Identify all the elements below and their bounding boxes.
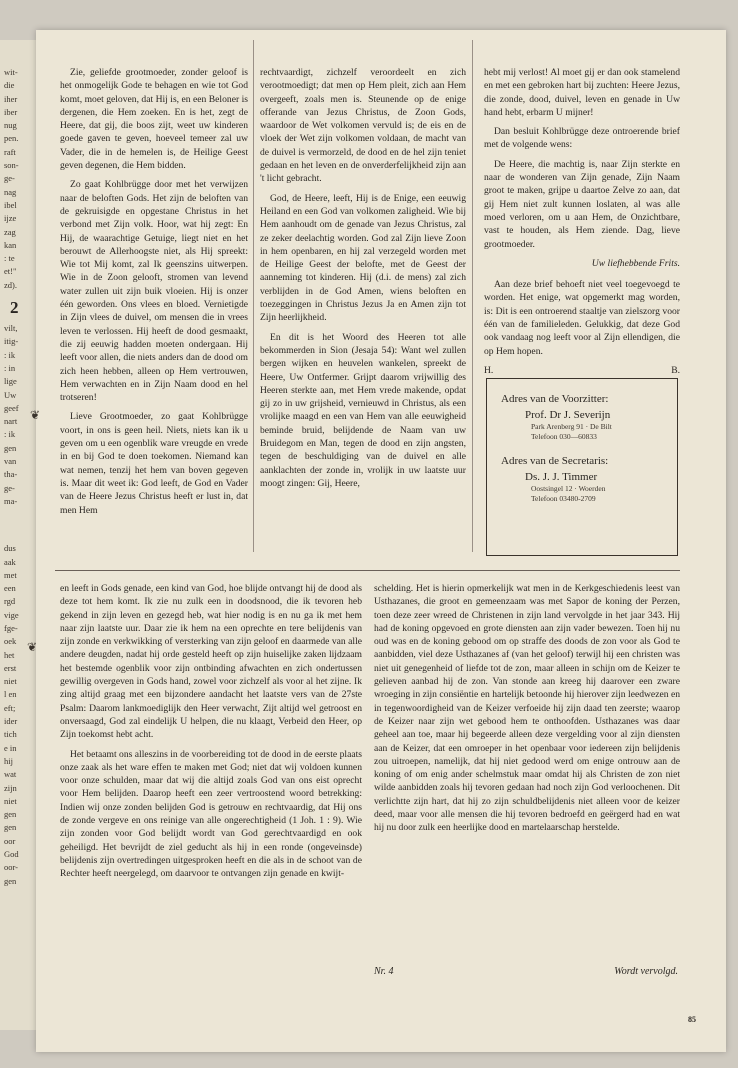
section-rule xyxy=(55,570,680,571)
previous-page-line: oor- xyxy=(4,862,18,873)
paragraph: rechtvaardigt, zichzelf veroordeelt en zich verootmoedigt; dat men op Hem pleit, zich aan Hem overgeeft, zoals men is. Steunende op de enige offerande van Jezus Christus, de Zoon Gods, waardoor de Wet volkomen vervuld is; de eis en de vloek der Wet zijn volkomen voldaan, de macht van de duivel is vermorzeld, de dood en de hel zijn teniet gedaan en het leven en de onverderfelijkheid zijn aan 't licht gebracht. xyxy=(260,67,466,185)
binding-ornament-icon: ❦ xyxy=(30,408,41,422)
closing-paragraph: hebt mij verlost! Al moet gij er dan ook stamelend en met een gebroken hart bij zuchten: Heere Jezus, die zonde, dood, duivel, leven en genade in Uw hand hebt, erbarm U mijner! xyxy=(484,67,680,118)
previous-page-line: niet xyxy=(4,676,17,687)
previous-page-line: : in xyxy=(4,362,16,373)
previous-page-line: niet xyxy=(4,795,17,806)
previous-page-line: zd). xyxy=(4,279,17,290)
previous-page-line: Uw xyxy=(4,389,17,400)
paragraph: schelding. Het is hierin opmerkelijk wat men in de Kerkgeschiedenis leest van Usthazanes, die groot en gemeenzaam was met Sapor de koning der Perzen, toen deze zeer wreed de Christenen in zijn land vervolgde in het jaar 343. Hij had de koning opgevoed en grote diensten aan zijn vader bewezen. Toen hij nu oud was en de koning gebood om op straffe des doods de zon voor als God te aanbidden, viel deze Usthazanes af (van het geloof) terwijl hij een christen was niet uit genegenheid of liefde tot de zon, maar alleen in schijn om de Keizer te gelieven aanbad hij de zon. Van stonde aan kreeg hij daarover een zware wroeging in zijn consiëntie en hartelijk betoonde hij hierover zijn leedwezen en in tegenwoordigheid van de Keizer verfoeide hij zijn daad ten zeerste; waarop de Keizer naar zijn wet gebood hem te onthoofden. Usthazanes was daar geheel aan toe, maar hij begeerde alleen deze vergelding voor al zijn diensten aan de Keizer, dat een omroeper in het openbaar voor iedereen zijn belijdenis zou uitroepen, namelijk, dat hij niet gedood werd om enige ontrouw aan de koning of om enig ander schelmstuk maar omdat hij als Christen de zon niet wilde aanbidden zoals hij tevoren gedaan had noch zijn God verloochenen. Dit verlichtte zijn hart, dat hij zo zijn schuldbelijdenis niet alleen voor de keizer deed, maar voor alle mensen die hij tevoren bedroefd en geërgerd had en wat hij nu door zulk een heerlijke dood en martelaarschap herstelde. xyxy=(374,583,680,834)
previous-page-line: vilt, xyxy=(4,323,18,334)
previous-page-line: ma- xyxy=(4,495,18,506)
previous-page-number: 2 xyxy=(10,298,19,318)
previous-page-line: aak xyxy=(4,556,16,567)
previous-page-line: oek xyxy=(4,636,17,647)
paragraph: Het betaamt ons alleszins in de voorbereiding tot de dood in de eerste plaats onze zaak als het ware effen te maken met God; niet dat wij voldoen kunnen voor onze schulden, maar dat wij die altijd zoals God van ons eist oprecht voor Hem belijden. Daarop heeft een zeer vertroostend woord betrekking: Indien wij onze zonden belijden God is getrouw en rechtvaardig, dat Hij ons de zonde vergeve en ons reinige van alle ongerechtigheid (1 Joh. 1 : 9). Wie zijn zonden voor God belijdt wordt van God gerechtvaardigd en ook geheiligd. Het bevrijdt de ziel geducht als hij in een ronde (ongeveinsde) belijdenis zijn overtredingen uitgesproken heeft en die als in de schoot van de Rechter heeft neergelegd, om daarvoor te ontvangen zijn genade en kwijt- xyxy=(60,748,362,880)
column-divider xyxy=(472,40,473,552)
previous-page-line: iher xyxy=(4,93,18,104)
secretary-name: Ds. J. J. Timmer xyxy=(525,471,598,483)
commentary-paragraph: Aan deze brief behoeft niet veel toegevoegd te worden. Het enige, wat opgemerkt mag worden, is: Dit is een ontroerend staaltje van zielszorg voor één van de familieleden. Gelukkig, dat deze God ook vandaag nog leeft voor al Zijn ellendigen, die op Hem hopen. xyxy=(484,279,680,357)
paragraph: God, de Heere, leeft, Hij is de Enige, een eeuwig Heiland en een God van volkomen zaligheid. Wie bij Hem aanhoudt om de genade van Jezus Christus, zal ze zeker deelachtig worden. God zal Zijn lieve Zoon in hem openbaren, en hij zal verzegeld worden met de Heilige Geest der belofte, met de Geest der aanneming tot kinderen. Hij (d.i. de mens) zal zich verblijden in de God Amen, wiens beloften en toezeggingen in Christus Jezus Ja en Amen zijn tot Zijn heerlijkheid. xyxy=(260,192,466,324)
previous-page-line: itig- xyxy=(4,336,19,347)
previous-page-lines-top xyxy=(0,66,40,292)
previous-page-line: son- xyxy=(4,160,19,171)
chair-name: Prof. Dr J. Severijn xyxy=(525,409,611,421)
previous-page-line: l en xyxy=(4,689,17,700)
previous-page-line: gen xyxy=(4,809,17,820)
previous-page-line: een xyxy=(4,583,16,594)
address-box xyxy=(486,378,678,556)
previous-page-line: hij xyxy=(4,755,13,766)
previous-page-line: raft xyxy=(4,146,16,157)
previous-page-line: nug xyxy=(4,120,17,131)
paragraph: Zo gaat Kohlbrügge door met het verwijzen naar de beloften Gods. Het zijn de beloften van de gekruisigde en opgestane Christus in het verbond met Zijn volk. Hoor, wat hij zegt: En Hij, de waarachtige Getuige, liegt niet en het berouwt de Allerhoogste niet, als Hij spreekt: Wie tot Mij komt, zal Ik geenszins uitwerpen. Wie in de Zoon gelooft, stromen van levend water zullen uit zijn buik vloeien. Hij is onzer één geworden. Ons vlees en bloed. Vernietigde in Zijn vlees de duivel, om mensen die in vrees leven te verlossen. Hij heeft de dood gesmaakt, die zij eeuwig hadden moeten ondergaan. Hij leeft voor allen, die niets anders dan de dood om zich heen hebben, alleen op Hem vertrouwen, Hem verwachten en in Zijn Naam dood en hel trotseren! xyxy=(60,179,248,404)
previous-page-lines-bottom xyxy=(0,542,40,888)
secretary-heading: Adres van de Secretaris: xyxy=(501,455,609,467)
previous-page-line: vige xyxy=(4,609,19,620)
previous-page-line: van xyxy=(4,456,17,467)
paragraph: Zie, geliefde grootmoeder, zonder geloof is het onmogelijk Gode te behagen en wie tot God komt, moet geloven, dat Hij is, en een Beloner is dergenen, die Hem zoeken. En is het, zegt de Heere, dat gij, die boos zijt, weet uw kinderen goede gaven te geven, hoeveel temeer zal uw Vader, die in de hemelen is, de Heilige Geest geven degenen, die Hem bidden. xyxy=(60,67,248,172)
previous-page-line: ijze xyxy=(4,213,17,224)
previous-page-line: gen xyxy=(4,822,17,833)
previous-page-line: ider xyxy=(4,716,18,727)
previous-page-line: dus xyxy=(4,543,16,554)
previous-page-line: lige xyxy=(4,376,17,387)
previous-page-line: pen. xyxy=(4,133,19,144)
previous-page-line: die xyxy=(4,80,15,91)
chair-phone: Telefoon 030—60833 xyxy=(531,432,597,441)
chair-street: Park Arenberg 91 · De Bilt xyxy=(531,422,612,431)
previous-page-line: : ik xyxy=(4,429,16,440)
previous-page-line: kan xyxy=(4,239,17,250)
column-divider xyxy=(253,40,254,552)
continued-label: Wordt vervolgd. xyxy=(614,966,678,977)
initial-left: H. xyxy=(484,364,494,376)
chair-heading: Adres van de Voorzitter: xyxy=(501,393,609,405)
previous-page-line: iber xyxy=(4,106,18,117)
article-column-2 xyxy=(260,66,466,496)
secretary-street: Oostsingel 12 · Woerden xyxy=(531,484,606,493)
previous-page-line: gen xyxy=(4,442,17,453)
previous-page-line: geef xyxy=(4,402,19,413)
previous-page-line: : te xyxy=(4,253,15,264)
wish-paragraph: De Heere, die machtig is, naar Zijn sterkte en naar de wonderen van Zijn genade, Zijn Naam groot te maken, grijpe u daartoe Zelve zo aan, dat gij Hem niet zult kunnen loslaten, al was alle moed verloren, om u aan Hem, de Onzichtbare, vast te houden, als Hem ziende. Dag, lieve grootmoeder. xyxy=(484,158,680,250)
paragraph: En dit is het Woord des Heeren tot alle bekommerden in Sion (Jesaja 54): Want wel zullen bergen wijken en heuvelen wankelen, spreekt de Heere, Uw Ontfermer. Grijpt daarom vrijwillig des Heeren sterkte aan, met Hem vrede makende, opdat gij zo in uw grijsheid, vernieuwd in Christus, als een vrolijke maagd en een van Hem van alle eeuwigheid beminde bruid, belijdende de Naam van uw Bruidegom en Man, tegen de dood en zijn angsten, tegen de beschuldiging van de duivel en alle aanklachten der zonde in, vrolijk in uw laatste uur moogt zingen: Gij, Heere, xyxy=(260,331,466,489)
article-column-3 xyxy=(484,66,680,377)
previous-page-line: God xyxy=(4,849,19,860)
previous-page-line: : ik xyxy=(4,349,16,360)
previous-page-line: fge- xyxy=(4,622,18,633)
previous-page-line: het xyxy=(4,649,15,660)
previous-page-line: gen xyxy=(4,875,17,886)
previous-page-line: e in xyxy=(4,742,17,753)
lower-column-right xyxy=(374,582,680,841)
author-initials xyxy=(484,364,680,377)
previous-page-line: ge- xyxy=(4,173,15,184)
previous-page-line: erst xyxy=(4,662,17,673)
letter-signature: Uw liefhebbende Frits. xyxy=(591,257,680,269)
page-number: 85 xyxy=(688,1015,696,1024)
previous-page-line: ge- xyxy=(4,482,15,493)
issue-label: Nr. 4 xyxy=(374,966,394,977)
previous-page-line: tha- xyxy=(4,469,18,480)
previous-page-line: wat xyxy=(4,769,17,780)
paragraph: Lieve Grootmoeder, zo gaat Kohlbrügge voort, in ons is geen heil. Niets, niets kan ik u geven om u een ogenblik ware vreugde en vrede in en bij God te doen toekomen. Niemand kan wat nemen, tenzij het hem van boven gegeven is. Maar dit weet ik: God leeft, de God en Vader van de Heere Jezus Christus heeft er lust in, dat men Hem xyxy=(60,411,248,516)
previous-page-line: eft; xyxy=(4,702,16,713)
previous-page-line: et!" xyxy=(4,266,17,277)
paragraph: en leeft in Gods genade, een kind van God, hoe blijde ontvangt hij de dood als deze tot hem komt. Ik zie nu zulk een in doodsnood, die ik tevoren heb gekend in zijn leven en gezegd heb, wat hier nodig is en nu ga ik met hem naar zijn laatste uur. Daar zie ik hem na een oprechte en tere belijdenis van zijn zonde en verkwikking of versterking van zijn geloof en daarmede van alle andere deugden, nadat hij orde gesteld heeft op zijn huiselijke zaken lijdzaam het bestemde ogenblik voor zijn ontbinding afwachten en zich ondertussen gewillig overgeven in Gods hand, zowel voor zichzelf als voor al het zijne. Ik zing altijd graag met een bijzondere aandacht het laatste vers van de 27ste Psalm: Daarom lankmoediglijk den Heer verwacht, Zijt altijd wel getroost en onversaagd, God zal eindelijk U helpen, die nu klaagt, Verbeid den Heer, op Zijn toekomst hebt acht. xyxy=(60,583,362,741)
intro-paragraph: Dan besluit Kohlbrügge deze ontroerende brief met de volgende wens: xyxy=(484,126,680,151)
previous-page-line: wit- xyxy=(4,67,18,77)
previous-page-line: nart xyxy=(4,416,18,427)
previous-page-line: ibel xyxy=(4,199,17,210)
previous-page-line: zag xyxy=(4,226,16,237)
previous-page-line: met xyxy=(4,569,17,580)
article-column-1 xyxy=(60,66,248,523)
previous-page-line: rgd xyxy=(4,596,16,607)
previous-page-line: oor xyxy=(4,835,16,846)
previous-page-line: zijn xyxy=(4,782,17,793)
secretary-phone: Telefoon 03480-2709 xyxy=(531,494,596,503)
initial-right: B. xyxy=(671,364,680,376)
previous-page-line: nag xyxy=(4,186,17,197)
lower-column-left xyxy=(60,582,362,887)
binding-ornament-icon: ❦ xyxy=(27,640,38,654)
previous-page-line: tich xyxy=(4,729,17,740)
